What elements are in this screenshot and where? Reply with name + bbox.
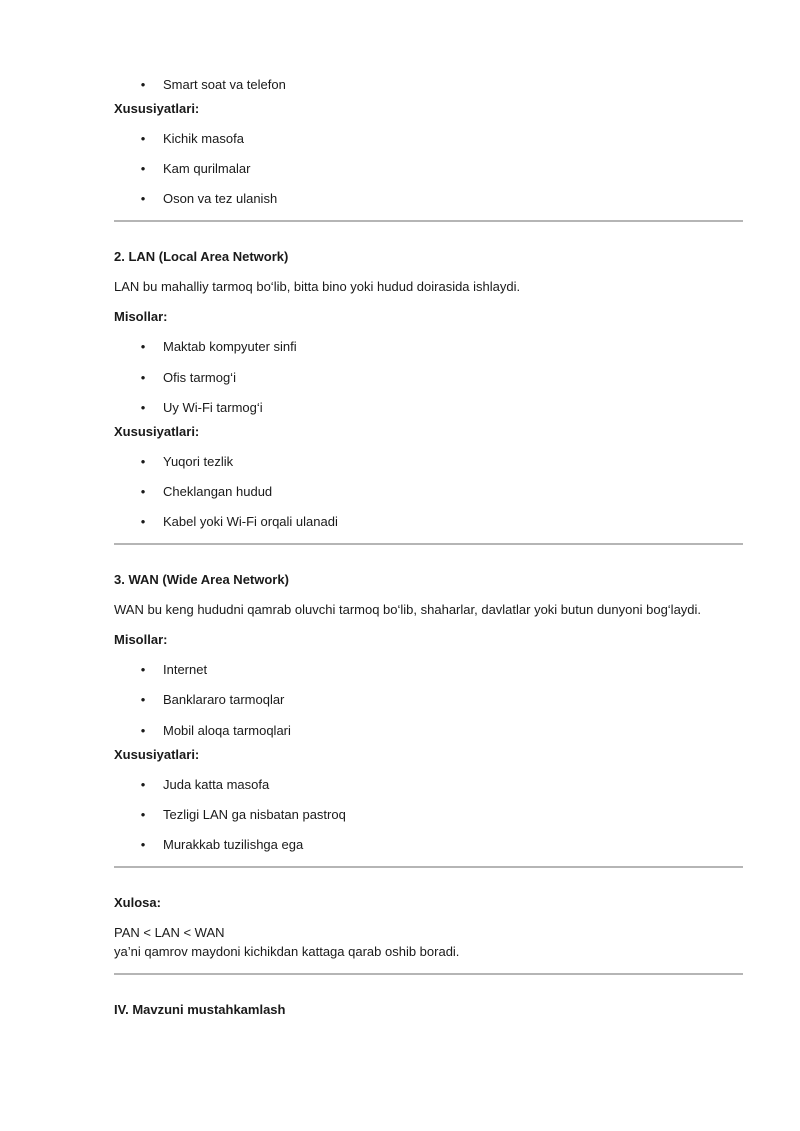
list-item: • Murakkab tuzilishga ega (114, 835, 743, 854)
list-item: • Kabel yoki Wi-Fi orqali ulanadi (114, 512, 743, 531)
list-item: • Cheklangan hudud (114, 482, 743, 501)
bullet-icon: • (140, 776, 146, 792)
bullet-icon: • (140, 161, 146, 177)
wan-examples-label: Misollar: (114, 632, 168, 648)
list-item: • Uy Wi-Fi tarmog‘i (114, 398, 743, 417)
list-item: • Kichik masofa (114, 129, 743, 148)
wan-features-label: Xususiyatlari: (114, 746, 200, 762)
wan-examples-list (114, 660, 743, 739)
wan-features-list (114, 775, 743, 854)
section-4-heading: IV. Mavzuni mustahkamlash (114, 1001, 286, 1017)
bullet-icon: • (140, 453, 146, 469)
list-item: • Ofis tarmog‘i (114, 368, 743, 387)
lan-examples-list (114, 337, 743, 416)
bullet-icon: • (140, 483, 146, 499)
bullet-icon: • (140, 191, 146, 207)
section-divider (114, 866, 743, 868)
list-item: • Banklararo tarmoqlar (114, 690, 743, 709)
conclusion-text (114, 923, 743, 961)
lan-features-list (114, 452, 743, 531)
list-item: • Maktab kompyuter sinfi (114, 337, 743, 356)
conclusion-line-2: ya’ni qamrov maydoni kichikdan kattaga qarab oshib boradi. (114, 943, 460, 959)
bullet-icon: • (140, 692, 146, 708)
section-divider (114, 973, 743, 975)
list-item: • Internet (114, 660, 743, 679)
bullet-icon: • (140, 131, 146, 146)
pan-features-label: Xususiyatlari: (114, 101, 200, 116)
lan-examples-label: Misollar: (114, 309, 168, 325)
wan-heading: 3. WAN (Wide Area Network) (114, 572, 289, 588)
pan-features-list (114, 129, 743, 208)
list-item: • Juda katta masofa (114, 775, 743, 794)
document-content (114, 75, 743, 1030)
wan-description: WAN bu keng hududni qamrab oluvchi tarmoq bo‘lib, shaharlar, davlatlar yoki butun dunyoni bog‘laydi. (114, 602, 702, 618)
bullet-icon: • (140, 514, 146, 530)
bullet-icon: • (140, 77, 146, 92)
conclusion-label: Xulosa: (114, 894, 161, 910)
bullet-icon: • (140, 662, 146, 678)
list-item: • Mobil aloqa tarmoqlari (114, 721, 743, 740)
bullet-icon: • (140, 806, 146, 822)
conclusion-line-1: PAN < LAN < WAN (114, 924, 225, 940)
bullet-icon: • (140, 836, 146, 852)
lan-heading: 2. LAN (Local Area Network) (114, 249, 289, 265)
bullet-icon: • (140, 722, 146, 738)
lan-features-label: Xususiyatlari: (114, 423, 200, 439)
section-divider (114, 543, 743, 545)
bullet-icon: • (140, 369, 146, 385)
list-item: • Smart soat va telefon (114, 75, 743, 94)
section-divider (114, 220, 743, 222)
list-item: • Oson va tez ulanish (114, 189, 743, 208)
pan-examples-list (114, 75, 743, 94)
list-item: • Yuqori tezlik (114, 452, 743, 471)
list-item: • Kam qurilmalar (114, 159, 743, 178)
lan-description: LAN bu mahalliy tarmoq bo‘lib, bitta bino yoki hudud doirasida ishlaydi. (114, 279, 521, 295)
list-item: • Tezligi LAN ga nisbatan pastroq (114, 805, 743, 824)
bullet-icon: • (140, 339, 146, 355)
bullet-icon: • (140, 399, 146, 415)
